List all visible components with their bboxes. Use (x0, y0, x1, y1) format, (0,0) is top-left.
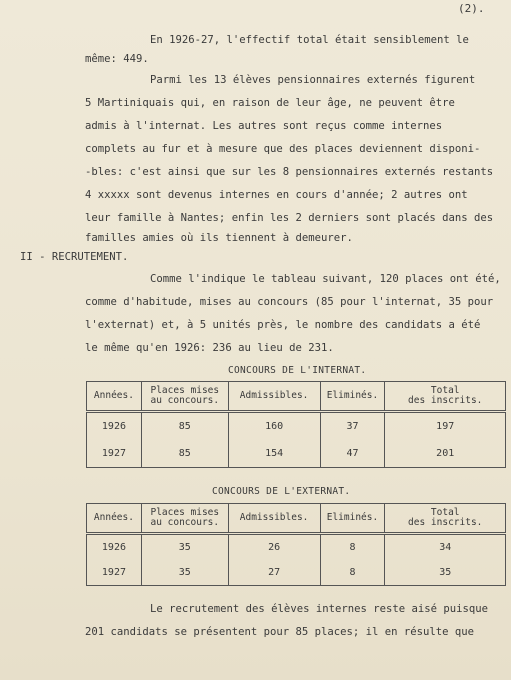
paragraph3-line: Comme l'indique le tableau suivant, 120 places ont été, (150, 273, 501, 285)
header-admissibles: Admissibles. (228, 504, 320, 534)
paragraph4-line: 201 candidats se présentent pour 85 places; il en résulte que (85, 626, 475, 638)
cell: 26 (228, 534, 320, 560)
table2-caption: CONCOURS DE L'EXTERNAT. (212, 486, 351, 497)
header-places: Places mises au concours. (141, 382, 228, 412)
cell: 8 (320, 560, 385, 586)
cell: 8 (320, 534, 385, 560)
cell: 35 (141, 534, 228, 560)
paragraph4-line: Le recrutement des élèves internes reste aisé puisque (150, 603, 489, 615)
paragraph1-line: En 1926-27, l'effectif total était sensiblement le (150, 34, 469, 46)
paragraph3-line: l'externat) et, à 5 unités près, le nombre des candidats a été (85, 319, 481, 331)
cell: 37 (320, 412, 385, 440)
cell: 34 (385, 534, 506, 560)
cell: 154 (228, 440, 320, 468)
externat-table (86, 503, 506, 586)
cell: 35 (385, 560, 506, 586)
paragraph3-line: comme d'habitude, mises au concours (85 pour l'internat, 35 pour (85, 296, 494, 308)
page-number: (2). (458, 2, 485, 15)
paragraph1-line: même: 449. (85, 53, 149, 65)
paragraph2-line: complets au fur et à mesure que des places deviennent disponi- (85, 143, 481, 155)
internat-table (86, 381, 506, 468)
cell: 1926 (87, 534, 142, 560)
cell: 160 (228, 412, 320, 440)
cell: 1927 (87, 560, 142, 586)
header-total: Total des inscrits. (385, 382, 506, 412)
cell: 47 (320, 440, 385, 468)
header-annees: Années. (87, 504, 142, 534)
header-total: Total des inscrits. (385, 504, 506, 534)
cell: 1927 (87, 440, 142, 468)
cell: 201 (385, 440, 506, 468)
paragraph2-line: 4 xxxxx sont devenus internes en cours d'année; 2 autres ont (85, 189, 468, 201)
header-elimines: Eliminés. (320, 504, 385, 534)
table-row (87, 534, 506, 560)
table-header-row (87, 382, 506, 412)
section-heading: II - RECRUTEMENT. (20, 251, 129, 263)
cell: 35 (141, 560, 228, 586)
cell: 27 (228, 560, 320, 586)
paragraph2-line: familles amies où ils tiennent à demeurer. (85, 232, 353, 244)
header-admissibles: Admissibles. (228, 382, 320, 412)
table-header-row (87, 504, 506, 534)
paragraph2-line: 5 Martiniquais qui, en raison de leur âge, ne peuvent être (85, 97, 455, 109)
table-row (87, 440, 506, 468)
header-places: Places mises au concours. (141, 504, 228, 534)
cell: 1926 (87, 412, 142, 440)
table1-caption: CONCOURS DE L'INTERNAT. (228, 365, 367, 376)
cell: 197 (385, 412, 506, 440)
paragraph2-line: -bles: c'est ainsi que sur les 8 pensionnaires externés restants (85, 166, 494, 178)
table-row (87, 412, 506, 440)
paragraph2-line: leur famille à Nantes; enfin les 2 derniers sont placés dans des (85, 212, 494, 224)
table-row (87, 560, 506, 586)
paragraph2-line: admis à l'internat. Les autres sont reçus comme internes (85, 120, 443, 132)
paragraph2-line: Parmi les 13 élèves pensionnaires externés figurent (150, 74, 476, 86)
paragraph3-line: le même qu'en 1926: 236 au lieu de 231. (85, 342, 334, 354)
header-elimines: Eliminés. (320, 382, 385, 412)
header-annees: Années. (87, 382, 142, 412)
cell: 85 (141, 440, 228, 468)
cell: 85 (141, 412, 228, 440)
